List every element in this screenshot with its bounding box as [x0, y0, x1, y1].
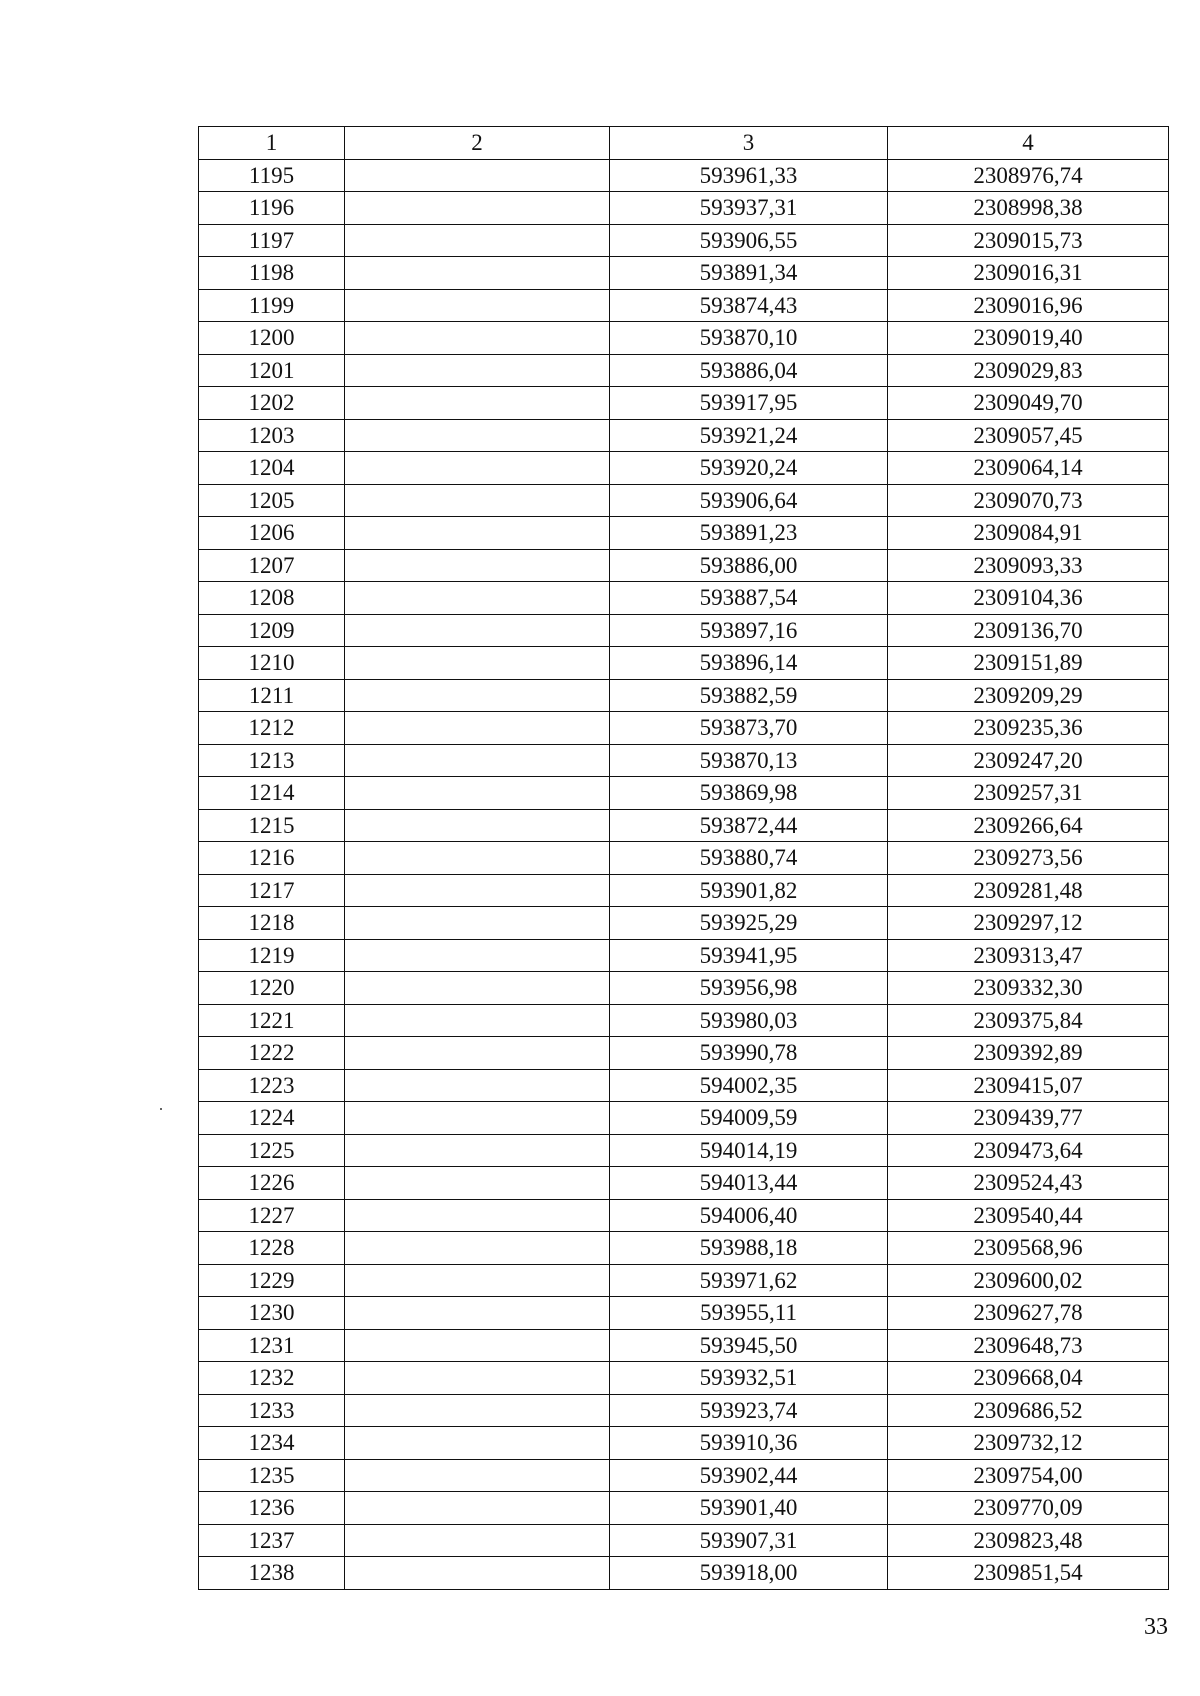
table-row	[199, 1134, 1169, 1167]
table-cell: 1202	[199, 387, 345, 420]
table-cell	[345, 1459, 610, 1492]
table-row	[199, 939, 1169, 972]
table-cell: 2309064,14	[888, 452, 1169, 485]
table-cell	[345, 1037, 610, 1070]
table-row	[199, 419, 1169, 452]
table-cell	[345, 192, 610, 225]
table-cell	[345, 549, 610, 582]
table-cell: 1209	[199, 614, 345, 647]
table-cell	[345, 517, 610, 550]
table-cell: 2309668,04	[888, 1362, 1169, 1395]
table-cell: 2309415,07	[888, 1069, 1169, 1102]
table-row	[199, 712, 1169, 745]
table-cell: 593988,18	[610, 1232, 888, 1265]
table-row	[199, 387, 1169, 420]
table-cell: 1201	[199, 354, 345, 387]
table-cell: 593897,16	[610, 614, 888, 647]
table-cell: 1222	[199, 1037, 345, 1070]
table-row	[199, 1524, 1169, 1557]
table-row	[199, 842, 1169, 875]
table-cell: 1223	[199, 1069, 345, 1102]
table-cell	[345, 1232, 610, 1265]
table-cell: 2309313,47	[888, 939, 1169, 972]
table-cell	[345, 159, 610, 192]
table-cell: 1236	[199, 1492, 345, 1525]
column-header: 4	[888, 127, 1169, 160]
table-cell	[345, 1134, 610, 1167]
table-cell: 593906,55	[610, 224, 888, 257]
table-cell: 593945,50	[610, 1329, 888, 1362]
table-cell	[345, 1427, 610, 1460]
table-cell: 2309540,44	[888, 1199, 1169, 1232]
table-header-row	[199, 127, 1169, 160]
table-cell: 593956,98	[610, 972, 888, 1005]
table-cell: 2309732,12	[888, 1427, 1169, 1460]
table-cell	[345, 777, 610, 810]
table-cell: 2309375,84	[888, 1004, 1169, 1037]
table-cell: 1225	[199, 1134, 345, 1167]
table-cell: 593901,40	[610, 1492, 888, 1525]
table-cell: 593921,24	[610, 419, 888, 452]
table-cell: 1224	[199, 1102, 345, 1135]
table-cell: 1227	[199, 1199, 345, 1232]
table-cell: 1229	[199, 1264, 345, 1297]
table-cell: 1205	[199, 484, 345, 517]
table-cell: 593891,23	[610, 517, 888, 550]
table-cell: 593886,04	[610, 354, 888, 387]
table-cell: 2309568,96	[888, 1232, 1169, 1265]
table-cell: 1220	[199, 972, 345, 1005]
table-row	[199, 614, 1169, 647]
table-row	[199, 647, 1169, 680]
table-cell	[345, 419, 610, 452]
table-cell: 2309770,09	[888, 1492, 1169, 1525]
table-cell	[345, 289, 610, 322]
table-cell	[345, 322, 610, 355]
table-cell: 1214	[199, 777, 345, 810]
table-cell: 2309392,89	[888, 1037, 1169, 1070]
table-cell	[345, 452, 610, 485]
table-cell	[345, 1557, 610, 1590]
table-cell	[345, 712, 610, 745]
table-cell	[345, 484, 610, 517]
table-row	[199, 549, 1169, 582]
table-row	[199, 224, 1169, 257]
table-cell: 2308998,38	[888, 192, 1169, 225]
table-row	[199, 484, 1169, 517]
table-cell: 1238	[199, 1557, 345, 1590]
table-row	[199, 452, 1169, 485]
table-cell	[345, 387, 610, 420]
table-cell: 593925,29	[610, 907, 888, 940]
table-cell: 593896,14	[610, 647, 888, 680]
table-cell: 2309093,33	[888, 549, 1169, 582]
table-body	[199, 159, 1169, 1589]
table-cell: 2309019,40	[888, 322, 1169, 355]
table-cell: 2309235,36	[888, 712, 1169, 745]
table-cell: 2309266,64	[888, 809, 1169, 842]
table-row	[199, 582, 1169, 615]
table-cell: 593917,95	[610, 387, 888, 420]
table-row	[199, 1427, 1169, 1460]
table-cell: 1197	[199, 224, 345, 257]
table-cell: 594013,44	[610, 1167, 888, 1200]
table-cell	[345, 1199, 610, 1232]
table-cell: 2308976,74	[888, 159, 1169, 192]
table-cell	[345, 1264, 610, 1297]
table-cell: 2309084,91	[888, 517, 1169, 550]
table-row	[199, 1362, 1169, 1395]
table-cell	[345, 257, 610, 290]
table-cell: 2309600,02	[888, 1264, 1169, 1297]
column-header: 3	[610, 127, 888, 160]
page-number: 33	[1144, 1614, 1168, 1640]
table-row	[199, 744, 1169, 777]
table-cell	[345, 1492, 610, 1525]
table-cell	[345, 972, 610, 1005]
table-row	[199, 1004, 1169, 1037]
table-cell	[345, 744, 610, 777]
table-cell: 593918,00	[610, 1557, 888, 1590]
table-row	[199, 1264, 1169, 1297]
table-row	[199, 907, 1169, 940]
table-cell: 1206	[199, 517, 345, 550]
table-cell: 593961,33	[610, 159, 888, 192]
table-cell	[345, 1069, 610, 1102]
table-cell: 594014,19	[610, 1134, 888, 1167]
table-cell: 2309648,73	[888, 1329, 1169, 1362]
table-cell: 1208	[199, 582, 345, 615]
table-cell	[345, 1329, 610, 1362]
stray-dot	[160, 1108, 162, 1110]
table-cell: 593910,36	[610, 1427, 888, 1460]
table-cell: 593880,74	[610, 842, 888, 875]
table-row	[199, 1492, 1169, 1525]
table-cell: 1218	[199, 907, 345, 940]
table-cell: 594009,59	[610, 1102, 888, 1135]
table-cell: 1231	[199, 1329, 345, 1362]
table-cell	[345, 1524, 610, 1557]
table-cell: 1217	[199, 874, 345, 907]
table-cell: 1216	[199, 842, 345, 875]
table-cell: 1212	[199, 712, 345, 745]
table-row	[199, 192, 1169, 225]
table-cell	[345, 647, 610, 680]
table-row	[199, 1557, 1169, 1590]
table-cell	[345, 224, 610, 257]
table-cell: 593937,31	[610, 192, 888, 225]
table-row	[199, 517, 1169, 550]
table-cell: 2309104,36	[888, 582, 1169, 615]
table-cell: 1203	[199, 419, 345, 452]
table-cell: 2309016,31	[888, 257, 1169, 290]
table-cell: 2309627,78	[888, 1297, 1169, 1330]
table-cell: 2309209,29	[888, 679, 1169, 712]
table-cell: 2309439,77	[888, 1102, 1169, 1135]
table-cell: 2309473,64	[888, 1134, 1169, 1167]
table-cell: 2309823,48	[888, 1524, 1169, 1557]
table-cell: 593990,78	[610, 1037, 888, 1070]
table-cell	[345, 582, 610, 615]
table-cell: 2309686,52	[888, 1394, 1169, 1427]
table-cell: 593920,24	[610, 452, 888, 485]
table-cell: 593886,00	[610, 549, 888, 582]
table-row	[199, 1394, 1169, 1427]
table-cell: 1232	[199, 1362, 345, 1395]
table-cell: 593901,82	[610, 874, 888, 907]
table-row	[199, 1199, 1169, 1232]
table-cell: 593932,51	[610, 1362, 888, 1395]
table-cell: 593906,64	[610, 484, 888, 517]
table-row	[199, 679, 1169, 712]
table-cell: 1219	[199, 939, 345, 972]
table-cell: 593902,44	[610, 1459, 888, 1492]
table-row	[199, 289, 1169, 322]
table-cell: 1233	[199, 1394, 345, 1427]
table-cell: 1211	[199, 679, 345, 712]
table-cell	[345, 1362, 610, 1395]
table-cell: 1226	[199, 1167, 345, 1200]
table-cell: 2309754,00	[888, 1459, 1169, 1492]
table-cell: 594002,35	[610, 1069, 888, 1102]
table-cell: 593882,59	[610, 679, 888, 712]
column-header: 2	[345, 127, 610, 160]
table-cell	[345, 842, 610, 875]
table-cell: 2309057,45	[888, 419, 1169, 452]
table-row	[199, 159, 1169, 192]
table-cell: 2309016,96	[888, 289, 1169, 322]
table-cell: 593887,54	[610, 582, 888, 615]
table-cell	[345, 679, 610, 712]
table-cell	[345, 1102, 610, 1135]
table-cell: 593971,62	[610, 1264, 888, 1297]
table-row	[199, 972, 1169, 1005]
table-cell	[345, 939, 610, 972]
column-header: 1	[199, 127, 345, 160]
table-cell: 2309281,48	[888, 874, 1169, 907]
table-cell: 2309136,70	[888, 614, 1169, 647]
table-cell: 593870,10	[610, 322, 888, 355]
table-row	[199, 1167, 1169, 1200]
table-row	[199, 1232, 1169, 1265]
table-cell: 2309015,73	[888, 224, 1169, 257]
table-cell: 1204	[199, 452, 345, 485]
table-row	[199, 1069, 1169, 1102]
table-row	[199, 777, 1169, 810]
table-cell: 2309851,54	[888, 1557, 1169, 1590]
table-cell: 1210	[199, 647, 345, 680]
table-cell: 1196	[199, 192, 345, 225]
table-cell: 2309029,83	[888, 354, 1169, 387]
table-cell: 593870,13	[610, 744, 888, 777]
table-cell: 593873,70	[610, 712, 888, 745]
table-cell: 593907,31	[610, 1524, 888, 1557]
table-cell: 593872,44	[610, 809, 888, 842]
table-row	[199, 809, 1169, 842]
table-cell	[345, 1167, 610, 1200]
table-cell: 2309151,89	[888, 647, 1169, 680]
table-cell: 593874,43	[610, 289, 888, 322]
table-cell: 2309332,30	[888, 972, 1169, 1005]
table-cell: 1235	[199, 1459, 345, 1492]
table-cell: 1230	[199, 1297, 345, 1330]
table-cell: 2309049,70	[888, 387, 1169, 420]
table-cell	[345, 1394, 610, 1427]
table-cell: 2309273,56	[888, 842, 1169, 875]
table-row	[199, 1329, 1169, 1362]
table-cell: 1195	[199, 159, 345, 192]
table-row	[199, 354, 1169, 387]
table-cell: 593955,11	[610, 1297, 888, 1330]
table-row	[199, 1102, 1169, 1135]
table-row	[199, 1297, 1169, 1330]
table-cell: 1207	[199, 549, 345, 582]
table-cell: 2309070,73	[888, 484, 1169, 517]
table-cell: 2309257,31	[888, 777, 1169, 810]
table-row	[199, 1459, 1169, 1492]
table-cell	[345, 874, 610, 907]
table-cell	[345, 614, 610, 647]
table-cell: 1198	[199, 257, 345, 290]
table-cell	[345, 354, 610, 387]
table-cell	[345, 1004, 610, 1037]
table-cell: 593891,34	[610, 257, 888, 290]
table-cell: 593980,03	[610, 1004, 888, 1037]
table-cell	[345, 809, 610, 842]
table-cell: 1213	[199, 744, 345, 777]
table-row	[199, 874, 1169, 907]
table-cell	[345, 907, 610, 940]
table-cell: 1234	[199, 1427, 345, 1460]
table-row	[199, 322, 1169, 355]
table-cell: 593923,74	[610, 1394, 888, 1427]
table-cell: 2309247,20	[888, 744, 1169, 777]
table-row	[199, 257, 1169, 290]
table-cell: 1228	[199, 1232, 345, 1265]
table-cell: 1221	[199, 1004, 345, 1037]
table-cell: 2309297,12	[888, 907, 1169, 940]
table-cell: 2309524,43	[888, 1167, 1169, 1200]
table-cell: 593941,95	[610, 939, 888, 972]
table-cell: 1215	[199, 809, 345, 842]
table-cell: 1237	[199, 1524, 345, 1557]
table-cell: 593869,98	[610, 777, 888, 810]
table-cell: 1199	[199, 289, 345, 322]
table-cell: 1200	[199, 322, 345, 355]
coordinates-table	[198, 126, 1169, 1590]
table-cell: 594006,40	[610, 1199, 888, 1232]
table-cell	[345, 1297, 610, 1330]
table-row	[199, 1037, 1169, 1070]
